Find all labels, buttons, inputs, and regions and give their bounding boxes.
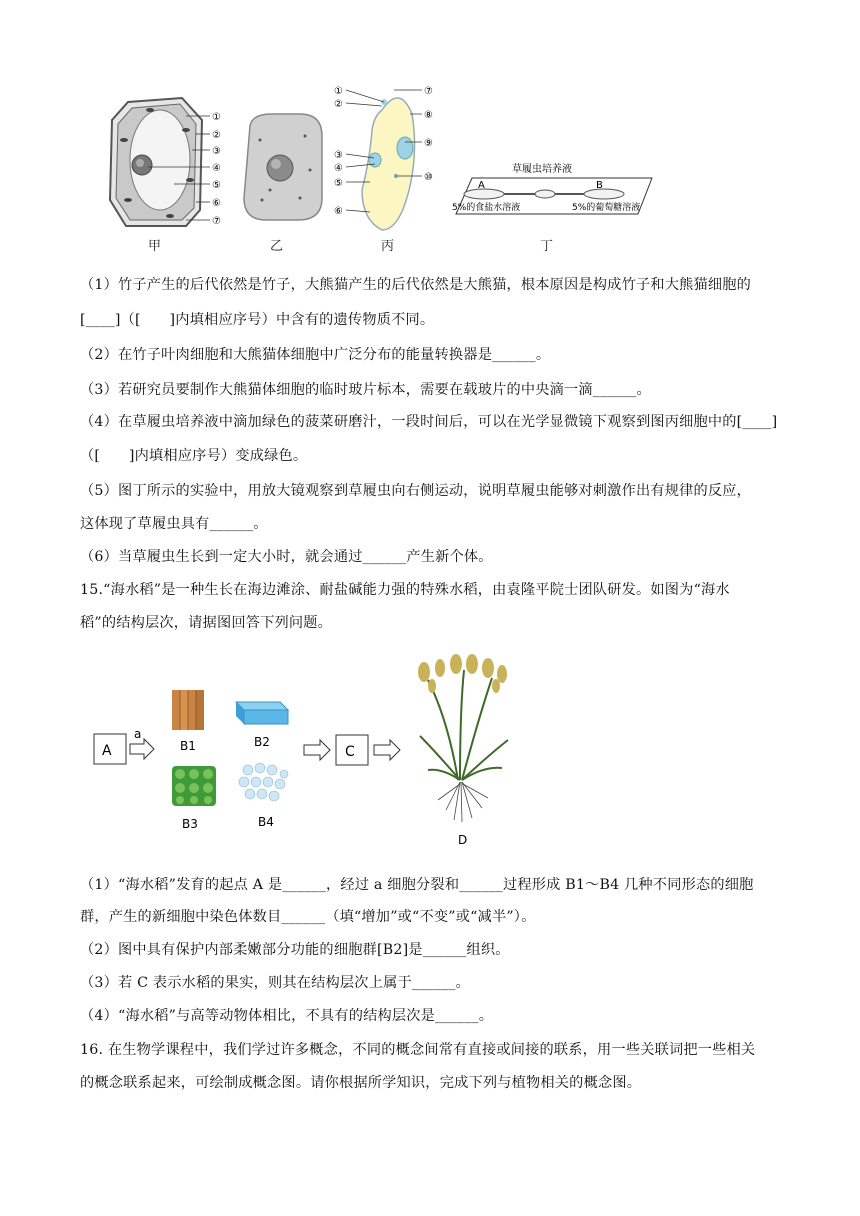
tissue-b1 (172, 690, 204, 730)
svg-text:B4: B4 (258, 815, 274, 829)
svg-text:④: ④ (212, 163, 221, 174)
text-line: （3）若 C 表示水稻的果实，则其在结构层次上属于______。 (80, 975, 470, 991)
svg-text:B3: B3 (182, 817, 198, 831)
animal-cell-yi (244, 114, 322, 220)
rice-plant-d (418, 654, 508, 822)
text-line: （2）在竹子叶肉细胞和大熊猫体细胞中广泛分布的能量转换器是______。 (80, 347, 551, 363)
arrow-a (130, 739, 154, 759)
text-line: 稻”的结构层次，请据图回答下列问题。 (80, 615, 333, 631)
tissue-b2 (236, 702, 288, 724)
svg-text:⑥: ⑥ (334, 206, 343, 217)
svg-text:D: D (458, 833, 468, 847)
svg-text:5%的食盐水溶液: 5%的食盐水溶液 (452, 203, 521, 213)
text-line: [____]（[ ]内填相应序号）中含有的遗传物质不同。 (80, 312, 435, 328)
text-line: 这体现了草履虫具有______。 (80, 516, 268, 532)
svg-text:B1: B1 (180, 739, 196, 753)
figure-label-jia: 甲 (148, 239, 162, 254)
svg-text:B2: B2 (254, 735, 270, 749)
jia-number-labels (212, 112, 221, 227)
text-line: 群，产生的新细胞中染色体数目______（填“增加”或“不变”或“减半”）。 (80, 909, 536, 925)
tissue-b4 (239, 763, 288, 801)
text-line: （1）竹子产生的后代依然是竹子，大熊猫产生的后代依然是大熊猫，根本原因是构成竹子和大熊猫细胞的 (80, 277, 752, 293)
figure-label-yi: 乙 (270, 239, 284, 254)
svg-text:A: A (478, 180, 485, 191)
svg-text:C: C (345, 744, 355, 760)
svg-text:⑤: ⑤ (334, 178, 343, 189)
figure-label-bing: 丙 (381, 239, 395, 254)
text-line: （[ ]内填相应序号）变成绿色。 (80, 448, 308, 464)
svg-text:④: ④ (334, 163, 343, 174)
text-line: （4）在草履虫培养液中滴加绿色的菠菜研磨汁，一段时间后，可以在光学显微镜下观察到图丙细胞中的[____] (80, 414, 778, 430)
text-line: 15.“海水稻”是一种生长在海边滩涂、耐盐碱能力强的特殊水稻，由袁隆平院士团队研发。如图为“海水 (80, 582, 730, 598)
svg-text:①: ① (212, 112, 221, 123)
figure-label-ding: 丁 (540, 239, 554, 254)
svg-text:5%的葡萄糖溶液: 5%的葡萄糖溶液 (572, 203, 641, 213)
experiment-ding (452, 162, 652, 214)
text-line: （5）图丁所示的实验中，用放大镜观察到草履虫向右侧运动，说明草履虫能够对刺激作出有规律的反应， (80, 483, 752, 499)
svg-text:③: ③ (334, 150, 343, 161)
text-line: 16. 在生物学课程中，我们学过许多概念，不同的概念间常有直接或间接的联系，用一些关联词把一些相关 (80, 1042, 756, 1058)
svg-text:B: B (596, 180, 603, 191)
text-line: （3）若研究员要制作大熊猫体细胞的临时玻片标本，需要在载玻片的中央滴一滴______。 (80, 382, 651, 398)
svg-text:⑦: ⑦ (424, 86, 433, 97)
svg-text:①: ① (334, 86, 343, 97)
cell-diagrams-figure (100, 80, 680, 260)
text-line: 的概念联系起来，可绘制成概念图。请你根据所学知识，完成下列与植物相关的概念图。 (80, 1075, 642, 1091)
svg-text:⑦: ⑦ (212, 216, 221, 227)
text-line: （1）“海水稻”发育的起点 A 是______，经过 a 细胞分裂和______过程形成 B1～B4 几种不同形态的细胞 (80, 877, 754, 893)
text-line: （2）图中具有保护内部柔嫩部分功能的细胞群[B2]是______组织。 (80, 942, 510, 958)
paramecium-bing (362, 98, 415, 230)
svg-text:②: ② (212, 130, 221, 141)
svg-text:A: A (102, 743, 112, 759)
svg-text:③: ③ (212, 146, 221, 157)
text-line: （6）当草履虫生长到一定大小时，就会通过______产生新个体。 (80, 549, 493, 565)
svg-text:⑤: ⑤ (212, 180, 221, 191)
tissue-b3 (172, 766, 216, 806)
arrow-to-c (304, 740, 330, 760)
svg-text:草履虫培养液: 草履虫培养液 (512, 164, 572, 175)
svg-text:⑥: ⑥ (212, 198, 221, 209)
svg-text:②: ② (334, 99, 343, 110)
rice-structure-figure (88, 650, 528, 850)
svg-text:⑧: ⑧ (424, 110, 433, 121)
svg-text:⑨: ⑨ (424, 138, 433, 149)
svg-text:a: a (134, 727, 142, 741)
plant-cell-jia (110, 98, 210, 226)
text-line: （4）“海水稻”与高等动物体相比，不具有的结构层次是______。 (80, 1008, 494, 1024)
arrow-to-d (374, 740, 400, 760)
svg-text:⑩: ⑩ (424, 172, 433, 183)
